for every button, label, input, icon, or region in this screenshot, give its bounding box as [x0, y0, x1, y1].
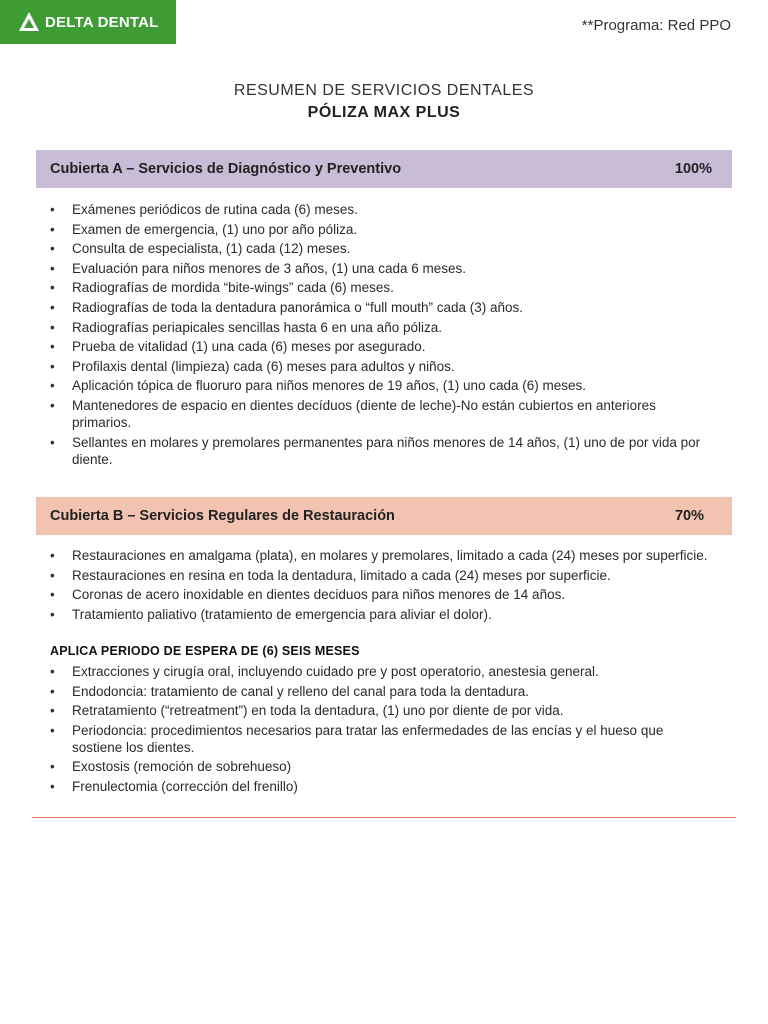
delta-triangle-icon — [18, 11, 40, 33]
list-item: • Evaluación para niños menores de 3 años, (1) una cada 6 meses. — [48, 260, 708, 277]
list-item: • Retratamiento (“retreatment”) en toda la dentadura, (1) uno por diente de por vida. — [48, 702, 708, 719]
list-item: • Mantenedores de espacio en dientes decíduos (diente de leche)-No están cubiertos en anteriores primarios. — [48, 397, 708, 431]
list-item: • Prueba de vitalidad (1) una cada (6) meses por asegurado. — [48, 338, 708, 355]
divider — [32, 817, 736, 818]
list-item: • Exámenes periódicos de rutina cada (6) meses. — [48, 201, 708, 218]
list-item: • Coronas de acero inoxidable en dientes deciduos para niños menores de 14 años. — [48, 586, 708, 603]
list-item: • Radiografías periapicales sencillas hasta 6 en una año póliza. — [48, 319, 708, 336]
logo-text: DELTA DENTAL — [45, 13, 159, 31]
list-item: • Exostosis (remoción de sobrehueso) — [48, 758, 708, 775]
list-item: • Examen de emergencia, (1) uno por año póliza. — [48, 221, 708, 238]
section-b-header — [36, 497, 732, 535]
list-item: • Profilaxis dental (limpieza) cada (6) meses para adultos y niños. — [48, 358, 708, 375]
list-item: • Frenulectomia (corrección del frenillo) — [48, 778, 708, 795]
section-a-list — [48, 201, 708, 470]
list-item: • Endodoncia: tratamiento de canal y relleno del canal para toda la dentadura. — [48, 683, 708, 700]
list-item: • Sellantes en molares y premolares permanentes para niños menores de 14 años, (1) uno de por vida por diente. — [48, 434, 708, 468]
document-subtitle: PÓLIZA MAX PLUS — [307, 104, 461, 121]
section-b-percent: 70% — [674, 508, 704, 524]
section-b-waiting-list — [48, 663, 708, 798]
delta-dental-logo — [0, 0, 176, 44]
list-item: • Restauraciones en amalgama (plata), en molares y premolares, limitado a cada (24) meses por superficie. — [48, 547, 708, 564]
section-a-label: Cubierta A – Servicios de Diagnóstico y Preventivo — [50, 161, 402, 177]
list-item: • Restauraciones en resina en toda la dentadura, limitado a cada (24) meses por superficie. — [48, 567, 708, 584]
list-item: • Aplicación tópica de fluoruro para niños menores de 19 años, (1) uno cada (6) meses. — [48, 377, 708, 394]
list-item: • Tratamiento paliativo (tratamiento de emergencia para aliviar el dolor). — [48, 606, 708, 623]
section-a-header — [36, 150, 732, 188]
waiting-period-note: APLICA PERIODO DE ESPERA DE (6) SEIS MESES — [50, 644, 360, 658]
list-item: • Extracciones y cirugía oral, incluyendo cuidado pre y post operatorio, anestesia general. — [48, 663, 708, 680]
document-title: RESUMEN DE SERVICIOS DENTALES — [233, 82, 535, 99]
program-label: **Programa: Red PPO — [581, 17, 731, 34]
section-b-list — [48, 547, 708, 625]
list-item: • Consulta de especialista, (1) cada (12) meses. — [48, 240, 708, 257]
list-item: • Radiografías de toda la dentadura panorámica o “full mouth” cada (3) años. — [48, 299, 708, 316]
section-b-label: Cubierta B – Servicios Regulares de Restauración — [50, 508, 395, 524]
list-item: • Periodoncia: procedimientos necesarios para tratar las enfermedades de las encías y el hueso que sostiene los dientes. — [48, 722, 708, 756]
section-a-percent: 100% — [674, 161, 712, 177]
list-item: • Radiografías de mordida “bite-wings” cada (6) meses. — [48, 279, 708, 296]
